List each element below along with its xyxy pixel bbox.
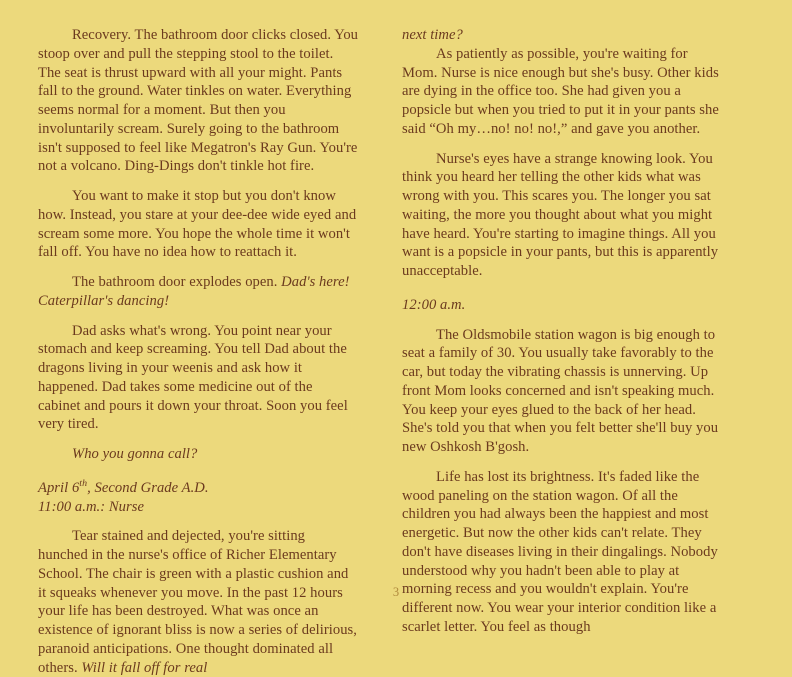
page-number: 3 — [392, 585, 400, 599]
date-heading-superscript: th — [79, 477, 88, 489]
paragraph-gap — [402, 315, 722, 326]
paragraph-gap — [38, 516, 358, 527]
time-heading: 12:00 a.m. — [402, 296, 466, 313]
two-column-layout — [38, 26, 754, 676]
continued-italic-line: next time? — [402, 27, 463, 43]
paragraph-text: Tear stained and dejected, you're sitting hunched in the nurse's office of Richer Elementary School. The chair is green with a plastic cushion and it squeaks whenever you move. In the past 12 hours your life has been destroyed. What was once an existence of ignorant bliss is now a series of delirious, paranoid anticipations. One thought dominated all others. — [38, 528, 357, 676]
paragraph-gap — [38, 262, 358, 273]
paragraph: Nurse's eyes have a strange knowing look. You think you heard her telling the other kids what was wrong with you. This scares you. The longer you sat waiting, the more you thought about what you might have heard. You're starting to imagine things. All you want is a popsicle in your pants, but this is apparently unacceptable. — [402, 150, 719, 279]
paragraph: Dad asks what's wrong. You point near your stomach and keep screaming. You tell Dad about the dragons living in your weenis and ask how it happened. Dad takes some medicine out of the cabinet and pours it down your throat. Soon you feel very tired. — [38, 322, 348, 433]
paragraph-text: The bathroom door explodes open. — [72, 274, 282, 290]
paragraph — [38, 273, 358, 311]
section-gap — [38, 464, 358, 479]
paragraph: The Oldsmobile station wagon is big enough to seat a family of 30. You usually take favorably to the car, but today the vibrating chassis is unnerving. Up front Mom looks concerned and isn't speaking much. You keep your eyes glued to the back of her head. She's told you that when you felt better she'll buy you new Oshkosh B'gosh. — [402, 326, 719, 455]
paragraph: Recovery. The bathroom door clicks closed. You stoop over and pull the stepping stool to the toilet. The seat is thrust upward with all your might. Pants fall to the ground. Water tinkles on water. Everything seems normal for a moment. But then you involuntarily scream. Surely going to the bathroom isn't supposed to feel like Megatron's Ray Gun. You're not a volcano. Ding-Dings don't tinkle hot fire. — [38, 27, 359, 175]
right-column — [402, 26, 722, 635]
paragraph-gap — [38, 311, 358, 322]
left-column — [38, 26, 359, 676]
date-heading — [38, 479, 358, 498]
date-heading-suffix: , Second Grade A.D. — [87, 479, 209, 496]
paragraph: As patiently as possible, you're waiting for Mom. Nurse is nice enough but she's busy. Other kids are dying in the office too. She had given you a popsicle but when you tried to put it in your pants she said “Oh my…no! no! no!,” and gave you another. — [402, 45, 719, 137]
section-gap — [402, 281, 722, 296]
paragraph-gap — [402, 457, 722, 468]
paragraph: Life has lost its brightness. It's faded like the wood paneling on the station wagon. Of all the children you had always been the happiest and most energetic. But now the other kids can't relate. They don't have diseases living in their dingalings. Nobody understood why you hadn't been able to play at morning recess and you wouldn't explain. You're different now. You wear your interior condition like a scarlet letter. You feel as though — [402, 468, 718, 635]
paragraph-gap — [38, 434, 358, 445]
paragraph-italic-tail: Dad's here! Caterpillar's dancing! — [38, 274, 350, 309]
paragraph-gap — [38, 176, 358, 187]
paragraph — [38, 527, 358, 677]
paragraph-gap — [402, 139, 722, 150]
paragraph: You want to make it stop but you don't know how. Instead, you stare at your dee-dee wide eyed and scream some more. You hope the whole time it won't fall off. You have no idea how to reattach it. — [38, 188, 357, 261]
date-heading-text: April 6 — [38, 479, 80, 496]
time-heading: 11:00 a.m.: Nurse — [38, 498, 144, 515]
paragraph-italic-tail: Will it fall off for real — [81, 659, 208, 676]
paragraph-italic: Who you gonna call? — [72, 446, 198, 462]
